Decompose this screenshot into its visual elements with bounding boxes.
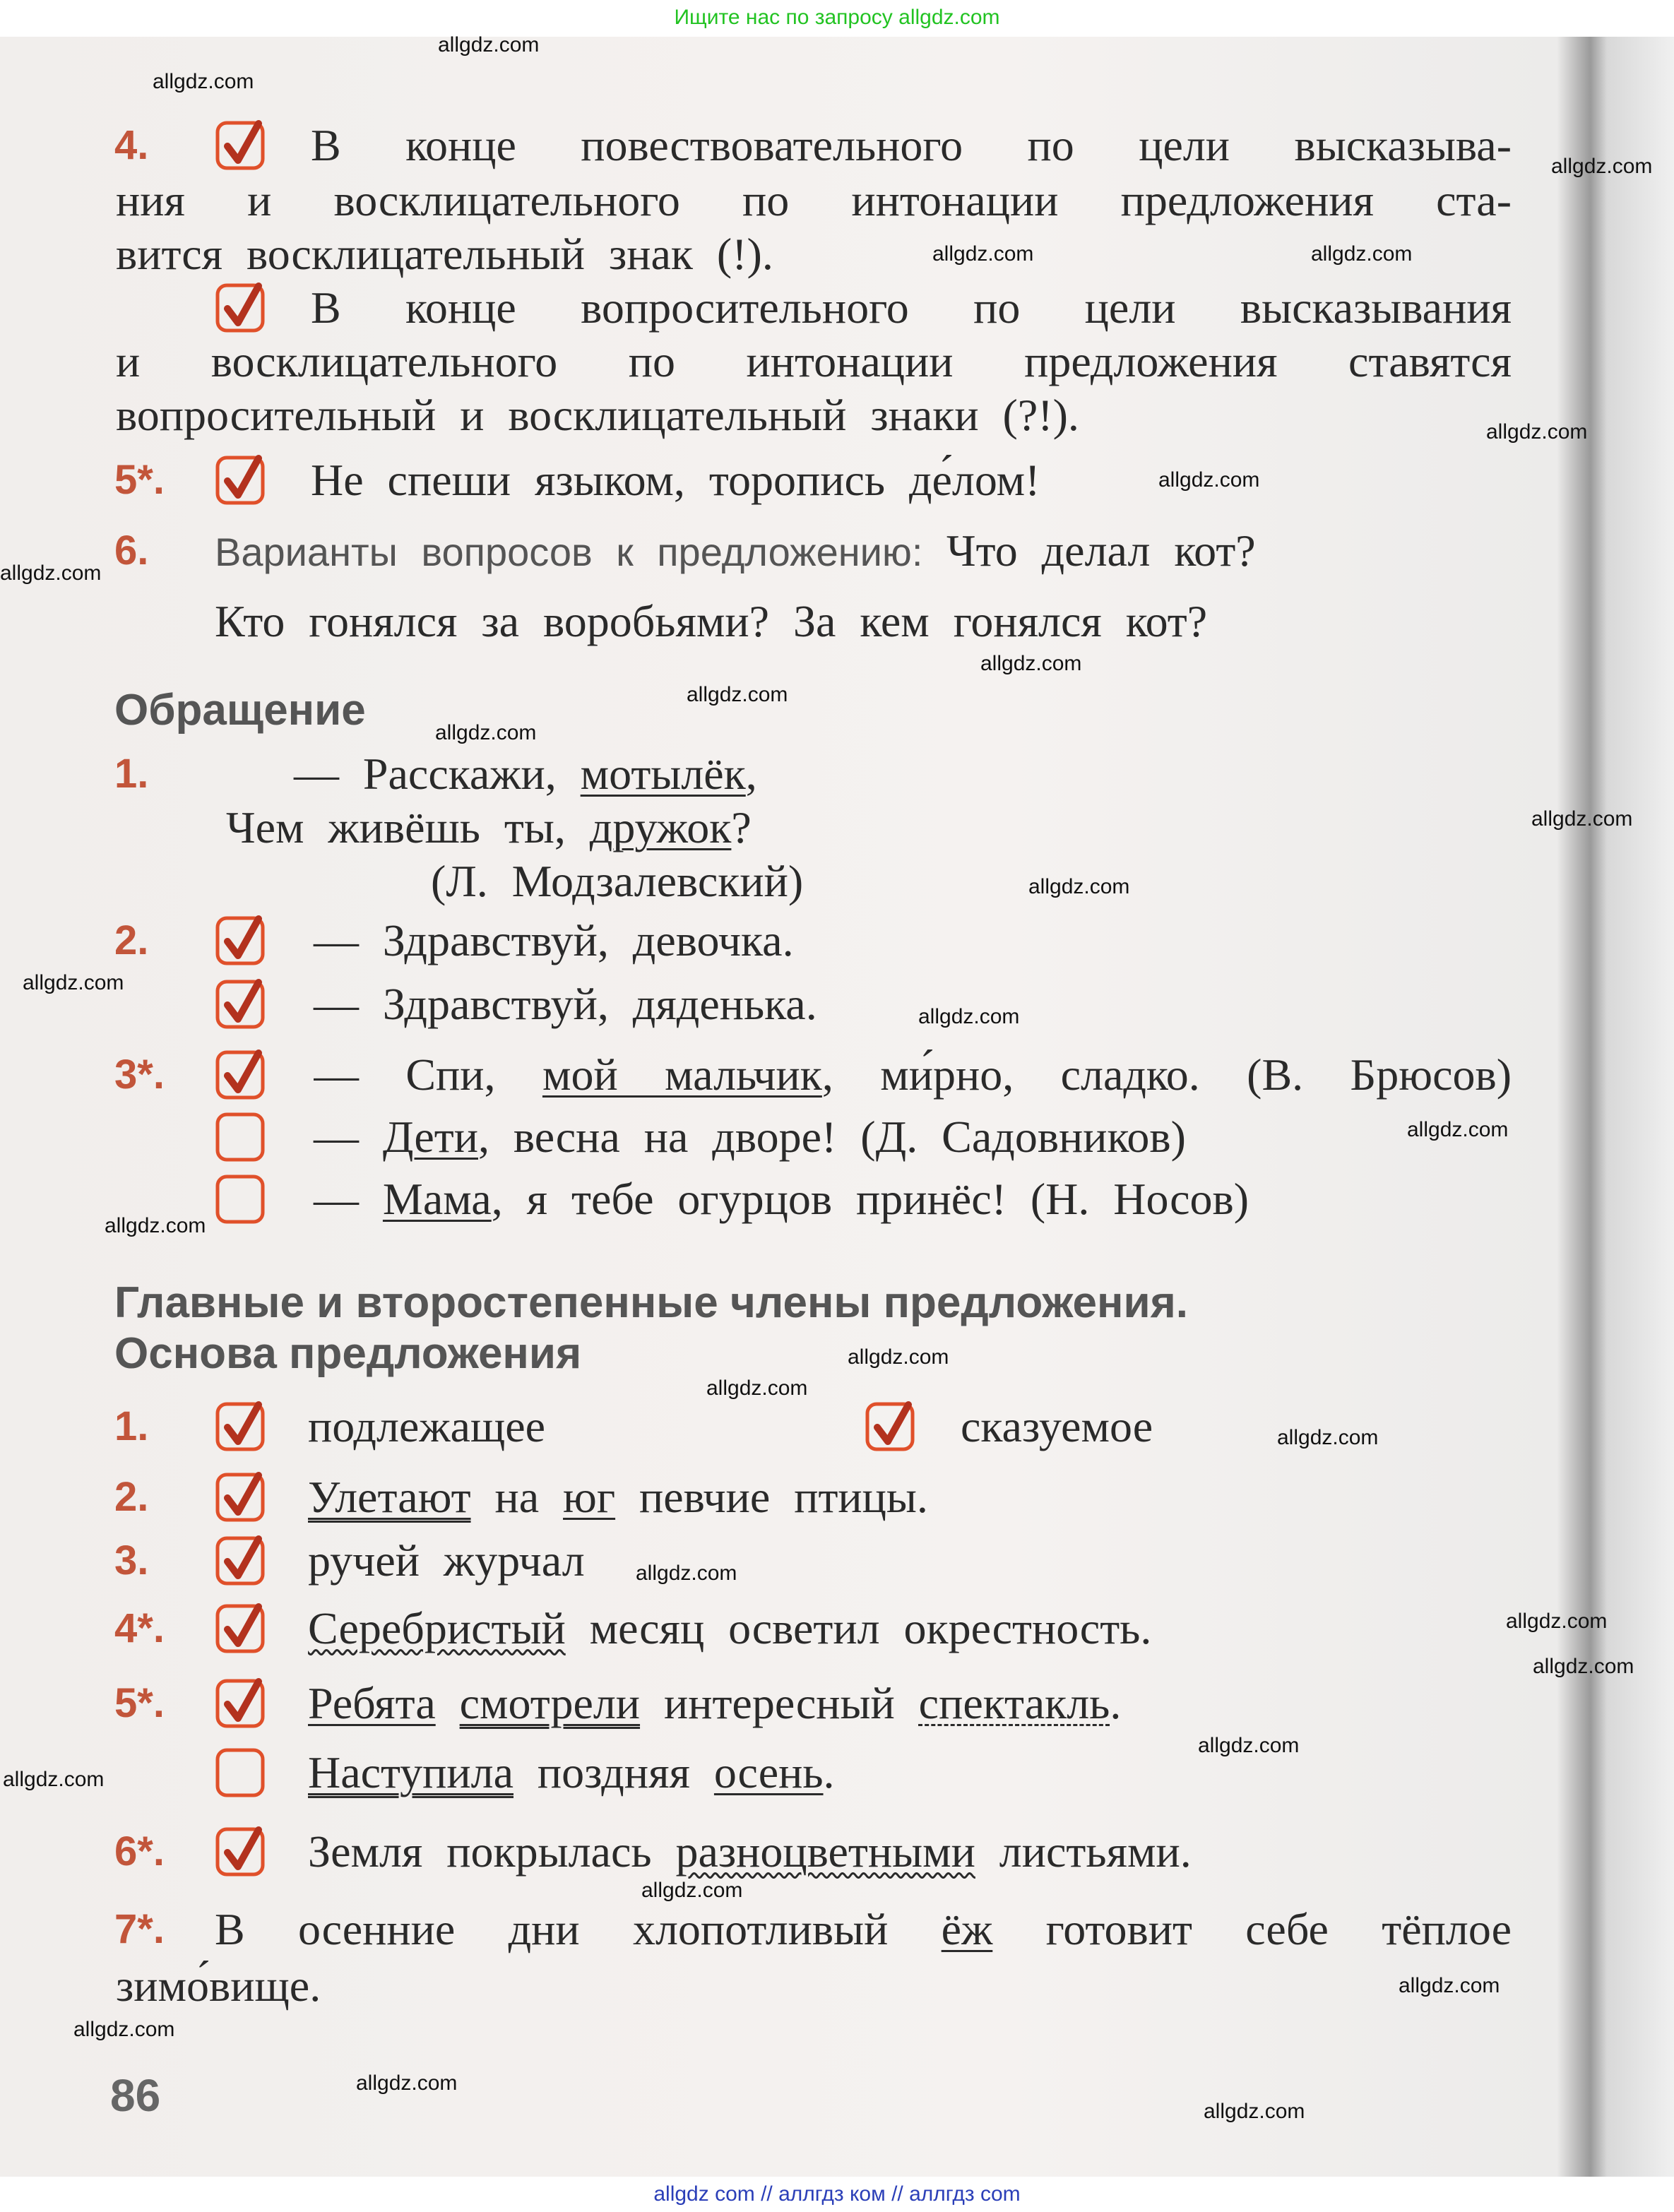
exercise-number: 3. xyxy=(114,1538,149,1583)
watermark: allgdz.com xyxy=(1506,1610,1608,1633)
answer-line xyxy=(0,119,1674,172)
answer-line xyxy=(0,174,1674,227)
checkmark-icon xyxy=(227,1053,259,1090)
answer-line xyxy=(0,1401,1674,1453)
answer-line xyxy=(0,748,1674,800)
text-segment: Кто гонялся за воробьями? За кем гонялся кот? xyxy=(215,596,1208,646)
answer-text xyxy=(116,389,1079,441)
answer-text xyxy=(314,915,794,967)
checkbox-empty[interactable] xyxy=(215,1747,266,1799)
underlined-word-single: мой мальчик xyxy=(542,1049,822,1100)
checkbox-checked[interactable] xyxy=(215,1677,266,1730)
underlined-word-single: Дети xyxy=(382,1112,478,1162)
text-segment: сказуемое xyxy=(961,1401,1153,1451)
answer-text xyxy=(314,1173,1249,1225)
text-segment: Что делал кот? xyxy=(946,525,1256,576)
watermark: allgdz.com xyxy=(1533,1655,1634,1678)
watermark: allgdz.com xyxy=(1028,875,1130,898)
watermark: allgdz.com xyxy=(1399,1974,1500,1997)
watermark: allgdz.com xyxy=(73,2018,175,2041)
text-segment: В конце вопросительного по цели высказывания xyxy=(311,283,1512,333)
text-segment: Чем живёшь ты, xyxy=(226,802,590,852)
underlined-word-single: ёж xyxy=(941,1904,993,1954)
text-segment: ручей журчал xyxy=(308,1535,585,1586)
answer-text xyxy=(308,1401,545,1453)
underlined-word-double: Наступила xyxy=(308,1747,514,1797)
checkmark-icon xyxy=(227,286,259,323)
checkbox-checked[interactable] xyxy=(215,1471,266,1523)
underlined-word-single: мотылёк xyxy=(580,749,746,799)
answer-line xyxy=(0,282,1674,334)
exercise-number: 6*. xyxy=(114,1829,165,1874)
answer-line xyxy=(0,454,1674,506)
checkmark-icon xyxy=(227,458,259,495)
text-segment: листьями. xyxy=(975,1826,1192,1877)
answer-text xyxy=(961,1401,1153,1453)
watermark: allgdz.com xyxy=(1531,807,1633,831)
answer-line xyxy=(0,802,1674,854)
exercise-number: 5*. xyxy=(114,1680,165,1726)
text-segment: — Спи, xyxy=(314,1049,542,1100)
watermark: allgdz.com xyxy=(435,721,537,744)
answer-text xyxy=(308,1677,1121,1730)
watermark: allgdz.com xyxy=(1277,1426,1379,1449)
text-segment: — Расскажи, xyxy=(294,749,581,799)
underlined-word-wavy: разноцветными xyxy=(675,1826,975,1877)
answer-text xyxy=(215,1903,1512,1956)
text-segment: — Здравствуй, дяденька. xyxy=(314,979,817,1029)
text-segment: готовит себе тёплое xyxy=(992,1904,1512,1954)
watermark: allgdz.com xyxy=(848,1345,949,1369)
watermark: allgdz.com xyxy=(918,1005,1020,1028)
watermark: allgdz.com xyxy=(105,1214,206,1237)
text-segment: ния и восклицательного по интонации предложения ста- xyxy=(116,175,1512,225)
watermark: allgdz.com xyxy=(1158,468,1260,492)
watermark: allgdz.com xyxy=(1407,1118,1509,1141)
underlined-word-double: смотрели xyxy=(459,1678,641,1728)
watermark: allgdz.com xyxy=(706,1376,808,1400)
text-segment: и восклицательного по интонации предложения ставятся xyxy=(116,336,1512,386)
page-number: 86 xyxy=(110,2070,161,2121)
text-segment: Не спеши языком, торопись де́лом! xyxy=(311,455,1040,505)
checkmark-icon xyxy=(227,982,259,1019)
answer-line xyxy=(0,1173,1674,1225)
answer-line xyxy=(0,915,1674,967)
watermark: allgdz.com xyxy=(3,1768,105,1791)
watermark: allgdz.com xyxy=(1486,420,1588,444)
exercise-number: 4*. xyxy=(114,1605,165,1651)
answer-line xyxy=(0,978,1674,1030)
watermark: allgdz.com xyxy=(356,2071,458,2095)
checkbox-checked[interactable] xyxy=(215,282,266,334)
answer-text xyxy=(116,335,1512,388)
text-segment: , весна на дворе! (Д. Садовников) xyxy=(477,1112,1186,1162)
answer-line xyxy=(0,335,1674,388)
exercise-number: 4. xyxy=(114,122,149,168)
text-segment: интересный xyxy=(640,1678,919,1728)
answer-line xyxy=(0,855,1674,908)
exercise-number: 1. xyxy=(114,1403,149,1449)
answer-text xyxy=(311,282,1512,334)
underlined-word-single: юг xyxy=(563,1472,616,1522)
answer-line xyxy=(0,389,1674,441)
answer-text xyxy=(308,1826,1192,1878)
checkmark-icon xyxy=(227,1539,259,1576)
text-segment: . xyxy=(1110,1678,1122,1728)
section-heading-members: Главные и второстепенные члены предложения. xyxy=(114,1278,1188,1327)
checkbox-empty[interactable] xyxy=(215,1173,266,1225)
text-segment: Земля покрылась xyxy=(308,1826,676,1877)
text-segment: на xyxy=(470,1472,564,1522)
answer-text xyxy=(308,1602,1151,1655)
text-segment: (Л. Модзалевский) xyxy=(431,856,804,906)
watermark: allgdz.com xyxy=(641,1879,743,1902)
exercise-number: 5*. xyxy=(114,457,165,503)
checkbox-checked[interactable] xyxy=(865,1401,915,1453)
text-segment: В осенние дни хлопотливый xyxy=(215,1904,942,1954)
checkbox-checked[interactable] xyxy=(215,1049,266,1101)
exercise-number: 2. xyxy=(114,917,149,963)
answer-line xyxy=(0,1535,1674,1587)
exercise-number: 6. xyxy=(114,528,149,573)
answer-line xyxy=(0,595,1674,648)
answer-text xyxy=(314,978,817,1030)
checkmark-icon xyxy=(227,919,259,956)
checkbox-checked[interactable] xyxy=(215,915,266,967)
watermark: allgdz.com xyxy=(687,683,788,706)
checkbox-checked[interactable] xyxy=(215,1602,266,1655)
text-segment: В конце повествовательного по цели высказыва- xyxy=(311,120,1512,170)
checkbox-checked[interactable] xyxy=(215,978,266,1030)
answer-text xyxy=(294,748,757,800)
text-segment xyxy=(436,1678,460,1728)
answer-text xyxy=(311,454,1040,506)
checkbox-checked[interactable] xyxy=(215,454,266,506)
text-segment: — xyxy=(314,1174,383,1224)
watermark: allgdz.com xyxy=(1198,1734,1300,1757)
answer-line xyxy=(0,525,1674,577)
answer-text xyxy=(308,1471,928,1523)
section-heading-address: Обращение xyxy=(114,686,366,735)
watermark: allgdz.com xyxy=(0,561,102,585)
answer-text xyxy=(314,1111,1186,1163)
text-segment: — Здравствуй, девочка. xyxy=(314,915,794,965)
answer-text xyxy=(314,1049,1512,1101)
exercise-number: 1. xyxy=(114,751,149,797)
text-segment: ? xyxy=(731,802,752,852)
answer-text xyxy=(311,119,1512,172)
checkbox-checked[interactable] xyxy=(215,1826,266,1878)
exercise-number: 2. xyxy=(114,1474,149,1520)
checkbox-empty[interactable] xyxy=(215,1111,266,1163)
checkmark-icon xyxy=(227,124,259,160)
text-segment: , ми́рно, сладко. (В. Брюсов) xyxy=(821,1049,1512,1100)
text-segment: зимо́вище. xyxy=(116,1961,321,2011)
exercise-number: 3*. xyxy=(114,1052,165,1098)
watermark: allgdz.com xyxy=(1551,155,1653,178)
watermark: allgdz.com xyxy=(932,242,1034,266)
answer-line xyxy=(0,1826,1674,1878)
text-segment: певчие птицы. xyxy=(615,1472,928,1522)
underlined-word-single: Мама xyxy=(382,1174,492,1224)
answer-line xyxy=(0,1471,1674,1523)
underlined-word-dashed: спектакль xyxy=(918,1678,1110,1728)
text-segment: . xyxy=(823,1747,835,1797)
answer-line xyxy=(0,1747,1674,1799)
underlined-word-wavy: Серебристый xyxy=(308,1603,566,1653)
text-segment: , я тебе огурцов принёс! (Н. Носов) xyxy=(491,1174,1249,1224)
answer-text xyxy=(215,525,1256,578)
watermark: allgdz.com xyxy=(438,33,540,57)
answer-text xyxy=(431,855,803,908)
answer-line xyxy=(0,228,1674,280)
text-segment: поздняя xyxy=(514,1747,714,1797)
checkbox-checked[interactable] xyxy=(215,119,266,172)
underlined-word-single: Ребята xyxy=(308,1678,436,1728)
checkmark-icon xyxy=(227,1405,259,1441)
answer-text xyxy=(215,595,1207,648)
underlined-word-single: осень xyxy=(713,1747,824,1797)
watermark: allgdz.com xyxy=(636,1562,737,1585)
text-segment: вится восклицательный знак (!). xyxy=(116,229,773,279)
answer-text xyxy=(116,228,773,280)
checkmark-icon xyxy=(877,1405,908,1441)
answer-text xyxy=(308,1535,585,1587)
answer-text xyxy=(226,802,752,854)
exercise-number: 7*. xyxy=(114,1906,165,1952)
answer-text xyxy=(116,174,1512,227)
answer-line xyxy=(0,1903,1674,1956)
checkmark-icon xyxy=(227,1830,259,1867)
prompt-text: Варианты вопросов к предложению: xyxy=(215,530,946,574)
watermark: allgdz.com xyxy=(1311,242,1413,266)
text-segment: подлежащее xyxy=(308,1401,546,1451)
text-segment: , xyxy=(745,749,757,799)
answer-line xyxy=(0,1677,1674,1730)
watermark: allgdz.com xyxy=(23,971,124,994)
underlined-word-single: дружок xyxy=(589,802,732,852)
answer-text xyxy=(308,1747,835,1799)
section-heading-basis: Основа предложения xyxy=(114,1329,582,1378)
footer-links[interactable]: allgdz com // аллгдз ком // аллгдз com xyxy=(0,2177,1674,2212)
text-segment: — xyxy=(314,1112,383,1162)
checkmark-icon xyxy=(227,1607,259,1643)
checkbox-checked[interactable] xyxy=(215,1535,266,1587)
answer-line xyxy=(0,1049,1674,1101)
watermark: allgdz.com xyxy=(980,652,1082,675)
watermark: allgdz.com xyxy=(1204,2100,1305,2123)
checkmark-icon xyxy=(227,1475,259,1512)
text-segment: месяц осветил окрестность. xyxy=(565,1603,1152,1653)
watermark: allgdz.com xyxy=(153,70,254,93)
checkmark-icon xyxy=(227,1682,259,1718)
answer-text xyxy=(116,1960,321,2012)
checkbox-checked[interactable] xyxy=(215,1401,266,1453)
text-segment: вопросительный и восклицательный знаки (?!). xyxy=(116,390,1079,440)
answer-line xyxy=(0,1602,1674,1655)
underlined-word-double: Улетают xyxy=(308,1472,471,1522)
search-banner: Ищите нас по запросу allgdz.com xyxy=(674,6,1000,29)
